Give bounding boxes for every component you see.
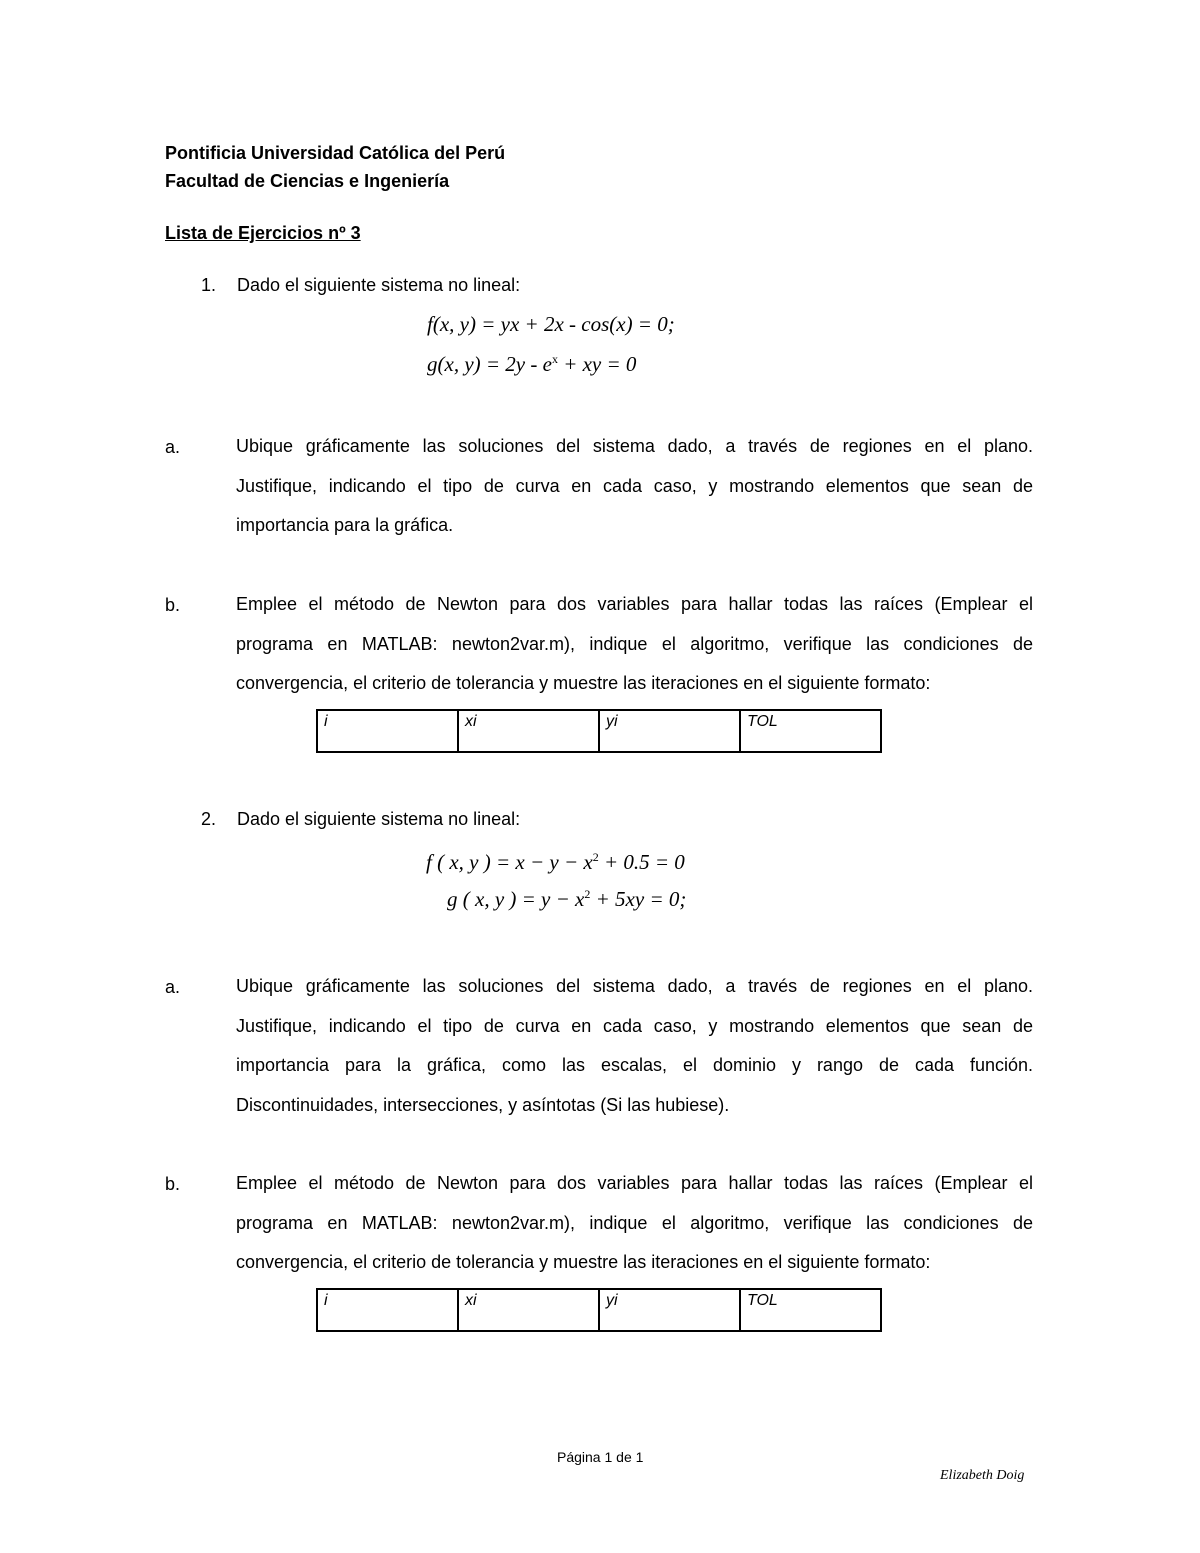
page-number: Página 1 de 1 [557, 1449, 644, 1465]
problem-1b-line: Emplee el método de Newton para dos variables para hallar todas las raíces (Emplear el [236, 594, 1033, 614]
table-cell-i: i [317, 1289, 458, 1331]
problem-1-number: 1. [201, 275, 217, 295]
problem-1-equation-g [427, 352, 636, 377]
equation-g-text: g(x, y) = 2y - e [427, 352, 552, 376]
problem-2b-letter: b. [165, 1174, 181, 1194]
problem-2-equation-f [426, 850, 685, 875]
problem-2b-line: Emplee el método de Newton para dos variables para hallar todas las raíces (Emplear el [236, 1173, 1033, 1193]
problem-1-iteration-table [316, 709, 882, 753]
table-cell-xi: xi [458, 710, 599, 752]
author-name: Elizabeth Doig [940, 1468, 1025, 1483]
equation-f-text: f(x, y) = yx + 2x - cos(x) = 0; [427, 312, 675, 336]
faculty-name: Facultad de Ciencias e Ingeniería [165, 171, 450, 191]
table-cell-tol: TOL [740, 1289, 881, 1331]
problem-1b-line: convergencia, el criterio de tolerancia y muestre las iteraciones en el siguiente formato: [236, 673, 931, 693]
table-row [317, 710, 881, 752]
problem-2-intro [201, 809, 520, 830]
table-cell-yi: yi [599, 710, 740, 752]
problem-2-equation-g [447, 887, 686, 912]
problem-1a-line: importancia para la gráfica. [236, 515, 454, 535]
problem-1a-line: Ubique gráficamente las soluciones del sistema dado, a través de regiones en el plano. [236, 436, 1033, 456]
problem-2-iteration-table [316, 1288, 882, 1332]
problem-2a-line: Justifique, indicando el tipo de curva en cada caso, y mostrando elementos que sean de [236, 1015, 1033, 1036]
problem-1b-text [236, 585, 1033, 704]
problem-2b-text [236, 1164, 1033, 1283]
equation-f-text: f ( x, y ) = x − y − x [426, 850, 593, 874]
equation-g-tail: + 5xy = 0; [590, 887, 687, 911]
problem-1a-letter: a. [165, 437, 181, 457]
university-name: Pontificia Universidad Católica del Perú [165, 143, 506, 163]
table-cell-tol: TOL [740, 710, 881, 752]
equation-g-tail: + xy = 0 [557, 352, 637, 376]
problem-1a-line: Justifique, indicando el tipo de curva en cada caso, y mostrando elementos que sean de [236, 475, 1033, 496]
problem-2a-line: importancia para la gráfica, como las escalas, el dominio y rango de cada función. [236, 1055, 1033, 1075]
problem-2a-text [236, 967, 1033, 1125]
problem-2-number: 2. [201, 809, 217, 829]
problem-1-intro-text: Dado el siguiente sistema no lineal: [237, 275, 521, 295]
equation-g-text: g ( x, y ) = y − x [447, 887, 585, 911]
table-cell-i: i [317, 710, 458, 752]
problem-1b-line: programa en MATLAB: newton2var.m), indique el algoritmo, verifique las condiciones de [236, 633, 1033, 654]
equation-f-exponent: 2 [592, 850, 599, 864]
problem-2b-line: programa en MATLAB: newton2var.m), indique el algoritmo, verifique las condiciones de [236, 1212, 1033, 1233]
problem-1b-letter: b. [165, 595, 181, 615]
problem-2a-letter: a. [165, 977, 181, 997]
problem-1-equation-f [427, 312, 675, 337]
problem-2b-line: convergencia, el criterio de tolerancia y muestre las iteraciones en el siguiente formato: [236, 1252, 931, 1272]
problem-1-intro [201, 275, 520, 296]
equation-f-tail: + 0.5 = 0 [598, 850, 685, 874]
document-title: Lista de Ejercicios nº 3 [165, 223, 361, 243]
table-row [317, 1289, 881, 1331]
problem-2a-line: Ubique gráficamente las soluciones del sistema dado, a través de regiones en el plano. [236, 976, 1033, 996]
table-cell-yi: yi [599, 1289, 740, 1331]
problem-2-intro-text: Dado el siguiente sistema no lineal: [237, 809, 521, 829]
table-cell-xi: xi [458, 1289, 599, 1331]
problem-1a-text [236, 427, 1033, 546]
equation-g-exponent: x [551, 352, 558, 366]
equation-g-exponent: 2 [584, 887, 591, 901]
problem-2a-line: Discontinuidades, intersecciones, y asíntotas (Si las hubiese). [236, 1094, 730, 1115]
